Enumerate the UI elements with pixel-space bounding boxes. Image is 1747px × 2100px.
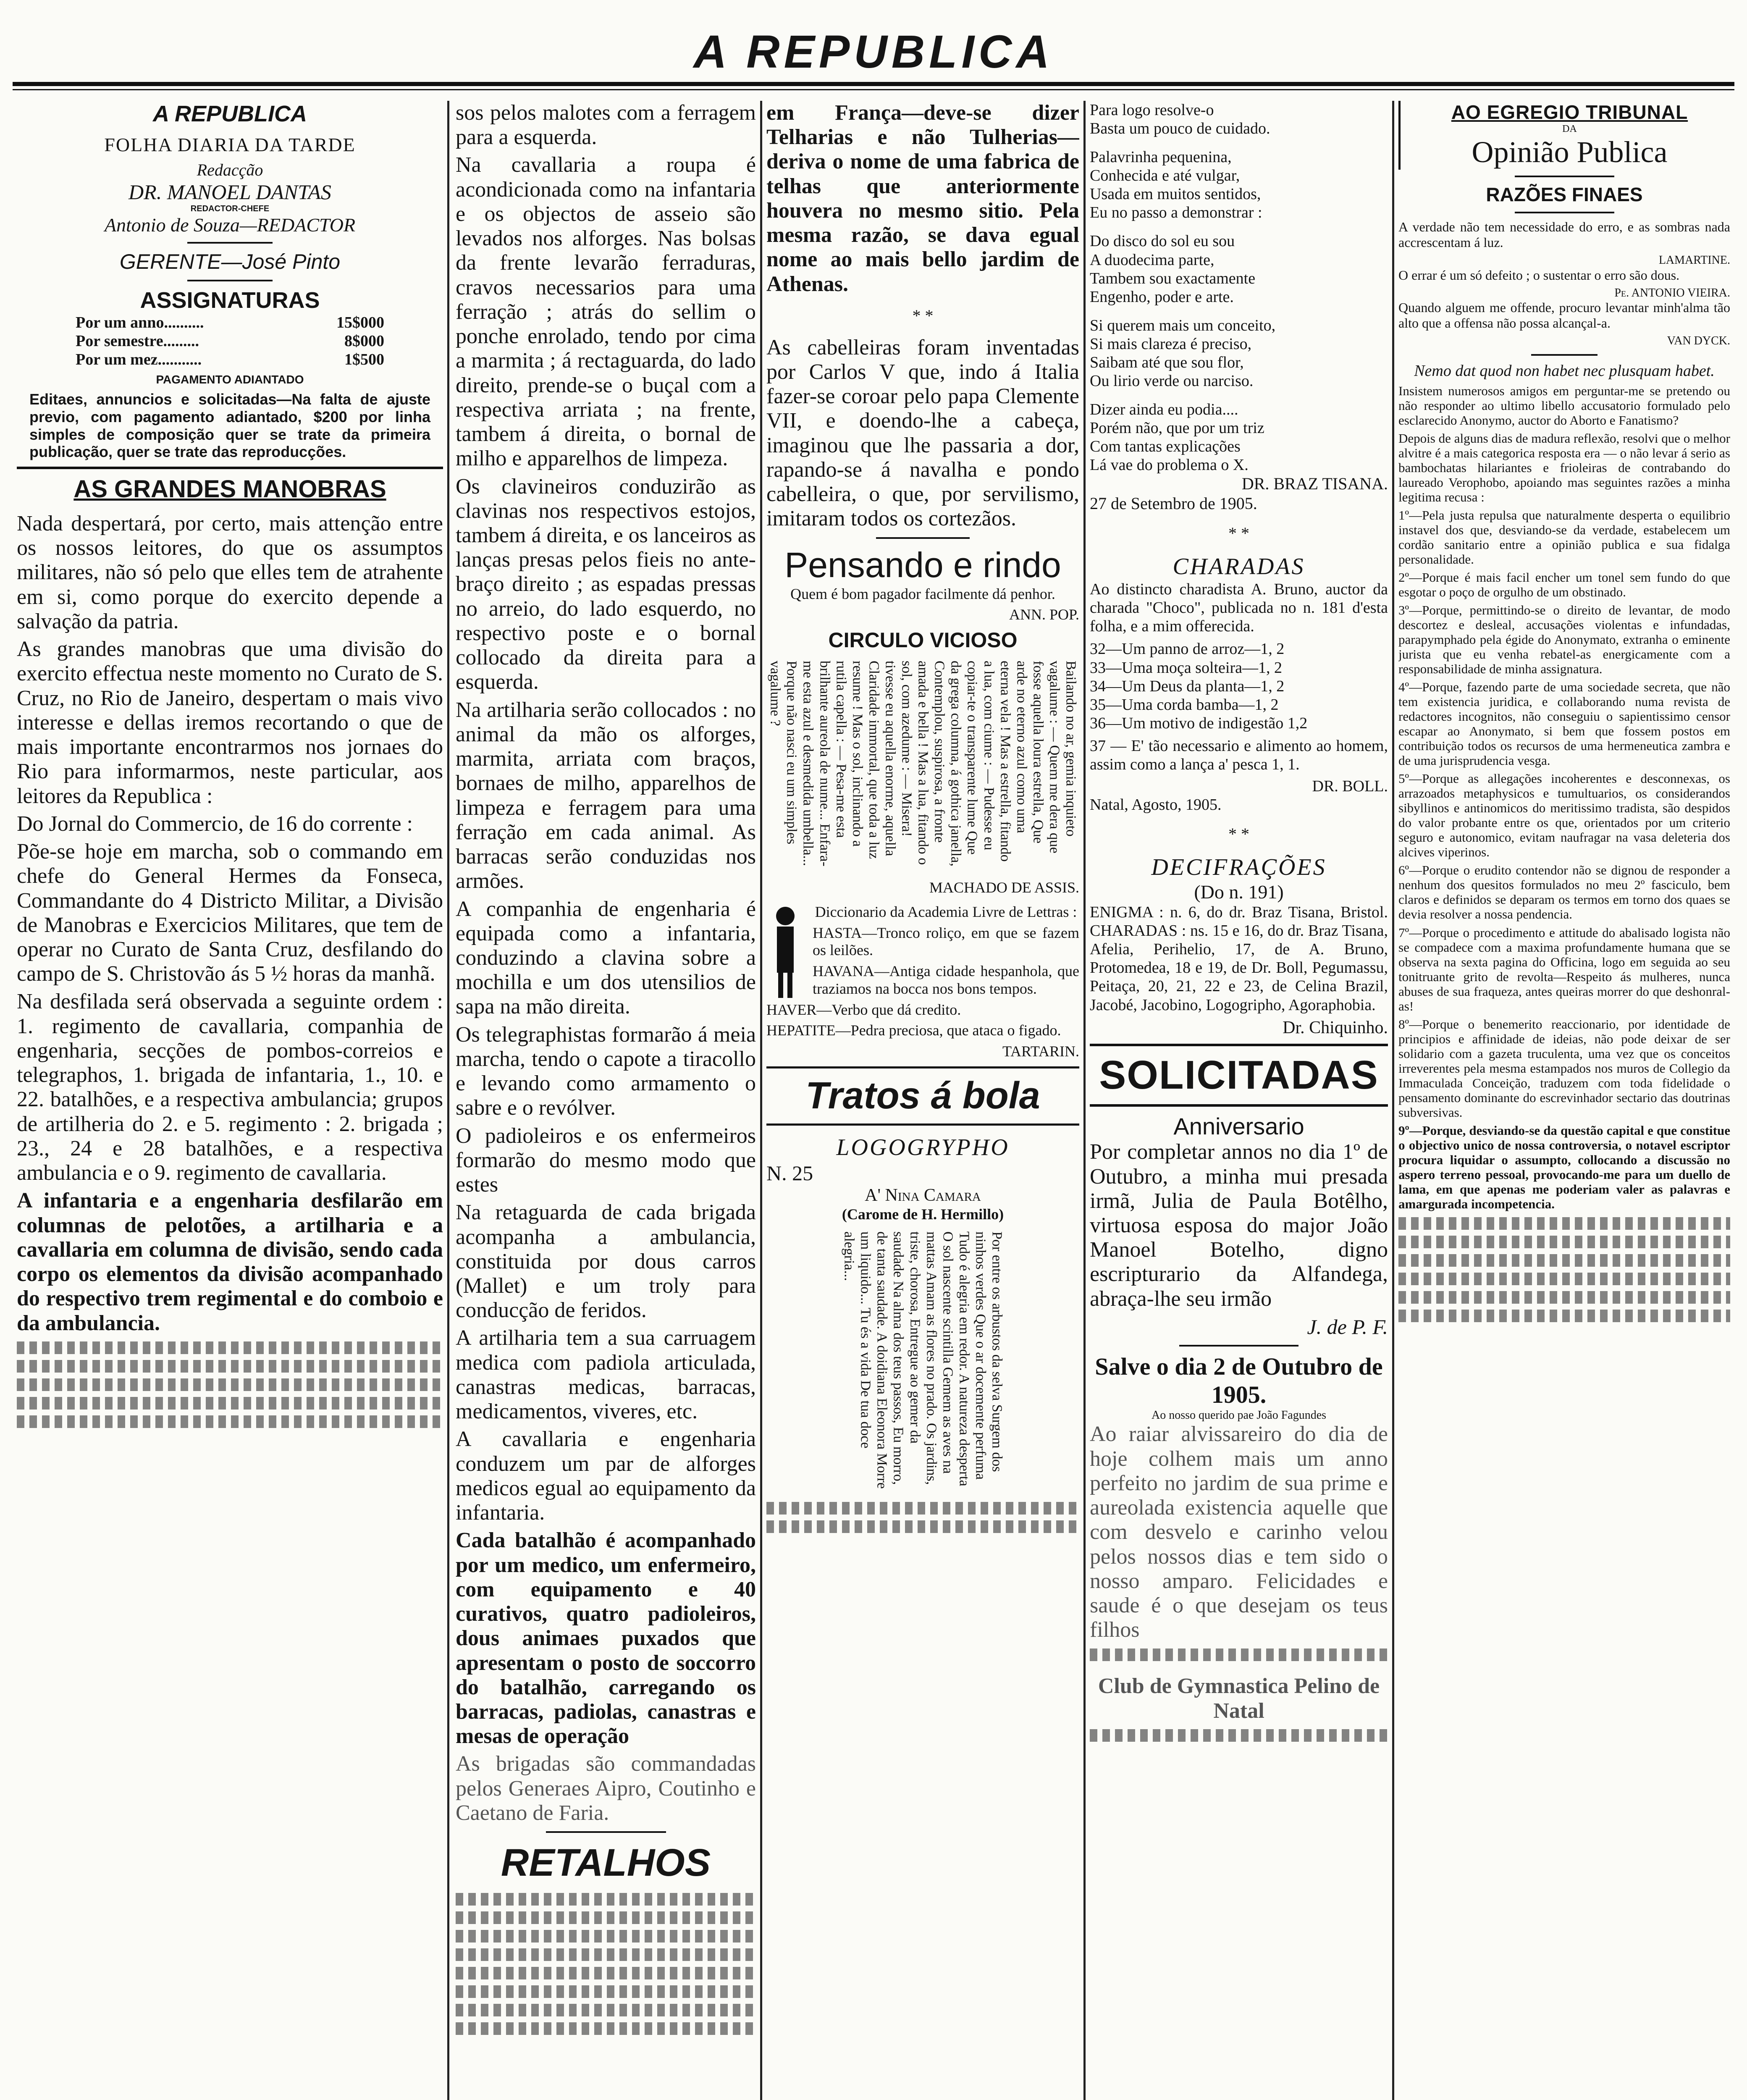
salve-dedication: Ao nosso querido pae João Fagundes — [1151, 1408, 1327, 1422]
illegible-text — [1398, 1291, 1730, 1304]
poem-line: Tambem sou exactamente — [1090, 269, 1256, 287]
article-paragraph: A artilharia tem a sua carruagem medica com padiola articulada, canastras medicas, barracas, medicamentos, viveres, etc. — [456, 1326, 756, 1424]
masthead-rule-thin — [13, 89, 1734, 90]
charada-item: 32—Um panno de arroz—1, 2 — [1090, 640, 1285, 658]
article-paragraph: Cada batalhão é acompanhado por um medico, um enfermeiro, com equipamento e 40 curativos, quatro padioleiros, dous animaes puxados que apresentam o posto de soccorro do batalhão, carregando os barracas, padiolas, canastras e mesas de operação — [456, 1528, 756, 1748]
illegible-text — [17, 1378, 443, 1391]
razoes-article — [1398, 383, 1730, 1211]
pensando-heading: Pensando e rindo — [784, 545, 1061, 585]
redactor-name: Antonio de Souza—REDACTOR — [104, 214, 356, 236]
logogrypho-dedication: A' Nina Camara — [865, 1185, 981, 1205]
illegible-text — [1398, 1236, 1730, 1248]
divider — [876, 537, 970, 539]
circulo-poem-text: Bailando no ar, gemia inquieto vagalume : — Quem me dera que fosse aquella loura estrella, Que arde no eterno azul como uma eterna vela ! Mas a estrella, fitando a lua, com ciume : — Pudesse eu copiar-te o transparente lume Que da grega columna, á gothica janella, Contemplou, suspirosa, a fronte amada e bella ! Mas a lua, fitando o sol, com azedume : — Misera! tivesse eu aquella enorme, aquella Claridade immortal, que toda a luz resume ! Mas o sol, inclinando a rutila capella : — Pesa-me esta brilhante aureola de nume... Enfara-me esta azul e desmedida umbella... Porque não nasci eu um simples vagalume ? — [767, 661, 1078, 866]
tribunal-da: DA — [1562, 123, 1577, 134]
redactor-chefe-label: REDACTOR-CHEFE — [190, 204, 270, 213]
dicionario-entry: HAVER—Verbo que dá credito. — [766, 1001, 961, 1018]
razoes-heading: RAZÕES FINAES — [1486, 184, 1643, 205]
stars-separator: * * — [1228, 524, 1249, 543]
anniversario-author: J. de P. F. — [1307, 1315, 1388, 1339]
article-paragraph: 7º—Porque o procedimento e attitude do abalisado logista não se compadece com a maxima profundamente humana que se observa na sexta pagina do Officina, logo em seguida ao seu tonitruante grito de revolta—Respeito ás mulheres, nunca abuses de sua fraqueza, antes queiras morrer do que deshonral-as! — [1398, 925, 1730, 1013]
article-paragraph: Põe-se hoje em marcha, sob o commando em chefe do General Hermes da Fonseca, Commandante do 4 Districto Militar, a Divisão de Manobras e Exercicios Militares, que tem de operar no Curato de Santa Cruz, desfilando do campo de S. Christovão ás 5 ½ horas da manhã. — [17, 840, 443, 986]
column-divider — [1083, 101, 1086, 2100]
column-2 — [456, 101, 756, 2041]
article-paragraph: Na retaguarda de cada brigada acompanha a ambulancia, constituida por dous carros (Mallet) e um troly para conducção de feridos. — [456, 1200, 756, 1323]
logogrypho-number: N. 25 — [766, 1161, 813, 1185]
illegible-text — [456, 1893, 756, 1906]
charada-item: 34—Um Deus da planta—1, 2 — [1090, 677, 1285, 695]
article-paragraph: As grandes manobras que uma divisão do exercito effectua neste momento no Curato de S. Cruz, no Rio de Janeiro, despertam o mais vivo interesse e dellas iremos recortando o que de mais importante encontrarmos nos jornaes do Rio para informarmos, neste particular, aos leitores da Republica : — [17, 637, 443, 808]
illegible-text — [1398, 1217, 1730, 1230]
article-paragraph: As cabelleiras foram inventadas por Carlos V que, indo á Italia fazer-se coroar pelo papa Clemente VII, e doendo-lhe a cabeça, imaginou que lhe passaria a dor, rapando-se á navalha e pondo cabelleira, o que, por servilismo, imitaram todos os cortezãos. — [766, 335, 1079, 531]
manobras-article — [17, 512, 443, 1336]
illegible-text — [456, 2022, 756, 2035]
poem-line: Porém não, que por um triz — [1090, 419, 1264, 437]
salve-text: Ao raiar alvissareiro do dia de hoje colhem mais um anno perfeito no jardim de sua prime e aureolada existencia aquelle que com desvelo e carinho velou pelos nossos dias e tem sido o nosso amparo. Felicidades e saude é o que desejam os teus filhos — [1090, 1422, 1388, 1642]
assignaturas-heading: ASSIGNATURAS — [140, 288, 320, 313]
charada-item: 33—Uma moça solteira—1, 2 — [1090, 659, 1283, 677]
article-paragraph: em França—deve-se dizer Telharias e não Tulherias—deriva o nome de uma fabrica de telhas que anteriormente houvera no mesmo sitio. Pela mesma razão, se dava egual nome ao mais bello jardim de Athenas. — [766, 101, 1079, 296]
divider — [1515, 176, 1614, 177]
poem-block — [1090, 101, 1388, 474]
poem-line: Engenho, poder e arte. — [1090, 288, 1234, 306]
divider — [766, 1124, 1079, 1126]
charada-item: 36—Um motivo de indigestão 1,2 — [1090, 714, 1308, 732]
divider — [17, 467, 443, 469]
tribunal-heading: AO EGREGIO TRIBUNAL — [1451, 101, 1688, 123]
divider — [546, 1831, 666, 1833]
poem-line: Conhecida e até vulgar, — [1090, 167, 1240, 185]
poem-line: Usada em muitos sentidos, — [1090, 185, 1261, 203]
decifracoes-text: ENIGMA : n. 6, do dr. Braz Tisana, Bristol. CHARADAS : ns. 15 e 16, do dr. Braz Tisana, Afelia, Perihelio, 17, de A. Bruno, Protomedea, 18 e 19, de Dr. Boll, Pegumassu, Peitaça, 20, 21, 22 e 23, de Celina Brazil, Jacobé, Jacobino, Logogripho, Agoraphobia. — [1090, 903, 1388, 1014]
solicitadas-heading: SOLICITADAS — [1099, 1053, 1379, 1098]
opiniao-frame — [1398, 101, 1730, 170]
dicionario-block — [766, 903, 1079, 1001]
redaccao-label: Redacção — [197, 160, 263, 179]
circulo-author: MACHADO DE ASSIS. — [929, 879, 1079, 896]
dicionario-entry: HEPATITE—Pedra preciosa, que ataca o figado. — [766, 1022, 1061, 1039]
column-divider — [760, 101, 762, 2100]
anniversario-text: Por completar annos no dia 1º de Outubro, a minha mui presada irmã, Julia de Paula Botêlho, virtuosa esposa do major João Manoel Botelho, digno escripturario da Alfandega, abraça-lhe seu irmão — [1090, 1140, 1388, 1311]
pensando-quote: Quem é bom pagador facilmente dá penhor. — [790, 585, 1055, 602]
article-paragraph: As brigadas são commandadas pelos Generaes Aipro, Coutinho e Caetano de Faria. — [456, 1752, 756, 1825]
dicionario-entry: HASTA—Tronco roliço, em que se fazem os leilões. — [813, 924, 1079, 959]
poem-line: Basta um pouco de cuidado. — [1090, 120, 1270, 138]
stars-separator: * * — [1228, 824, 1249, 844]
latin-quote: Nemo dat quod non habet nec plusquam habet. — [1414, 362, 1715, 380]
pagamento-label: PAGAMENTO ADIANTADO — [156, 373, 304, 386]
decifracoes-number: (Do n. 191) — [1194, 881, 1284, 903]
dicionario-author: TARTARIN. — [1002, 1043, 1079, 1060]
price-row: Por um anno.......... 15$000 — [76, 314, 384, 331]
column-divider — [1392, 101, 1394, 2100]
figure-icon — [766, 903, 804, 1000]
poem-author: DR. BRAZ TISANA. — [1241, 474, 1388, 494]
poem-line: Palavrinha pequenina, — [1090, 148, 1232, 166]
circulo-poem — [766, 656, 1079, 875]
quote-author: Pe. ANTONIO VIEIRA. — [1614, 286, 1730, 299]
poem-line: Si mais clareza é preciso, — [1090, 335, 1252, 353]
divider — [1179, 1345, 1298, 1347]
article-paragraph: O padioleiros e os enfermeiros formarão do mesmo modo que estes — [456, 1124, 756, 1197]
opiniao-heading: Opinião Publica — [1472, 135, 1668, 169]
pensando-author: ANN. POP. — [1009, 606, 1079, 623]
article-paragraph: Na desfilada será observada a seguinte ordem : 1. regimento de cavallaria, companhia de engenharia, secções de pombos-correios e telegraphos, 1. brigada de infantaria, 1., 10. e 22. batalhões, e a respectiva ambulancia; grupos de artilheria do 2. e 5. regimento : 2. brigada ; 23., 24 e 28 batalhões, e a respectiva ambulancia e o 9. regimento de cavallaria. — [17, 990, 443, 1185]
illegible-text — [766, 1502, 1079, 1515]
column-3 — [766, 101, 1079, 1539]
logogrypho-poem-text: Por entre os arbustos da selva Surgem dos ninhos verdes Que o ar docemente perfuma Tudo é alegria em redor. A natureza desperta O sol nascente scintilla Gemem as aves na mattas Amam as flores no prado. Os jardins, triste, chorosa, Entregue ao gemer da saudade Na alma dos teus passos, Eu morro, de tanta saudade. A doidiana Eleonora Morre um liquido... Tu és a vida De tua doce alegria... — [841, 1231, 1005, 1489]
article-paragraph: 9º—Porque, desviando-se da questão capital e que constitue o objectivo unico de nossa controversia, o notavel escriptor procura liquidar o assumpto, collocando a discussão no aspero terreno pessoal, provocando-me para um duello de lama, em que apenas me poderiam valer as palavras e amargurada incompetencia. — [1398, 1123, 1730, 1211]
article-paragraph: 3º—Porque, permittindo-se o direito de levantar, de modo descortez e desleal, accusações violentas e infundadas, parapymphado pela égide do Anonymato, extranha o eminente jurista que eu venha rebatel-as energicamente com a responsabilidade de minha assignatura. — [1398, 603, 1730, 677]
newspaper-title: A REPUBLICA — [693, 26, 1054, 78]
charada-date: Natal, Agosto, 1905. — [1090, 796, 1222, 814]
quote-author: VAN DYCK. — [1667, 334, 1730, 348]
poem-date: 27 de Setembro de 1905. — [1090, 494, 1257, 513]
article-paragraph: A cavallaria e engenharia conduzem um par de alforges medicos egual ao equipamento da infantaria. — [456, 1427, 756, 1525]
illegible-text — [456, 1911, 756, 1924]
poem-line: Eu no passo a demonstrar : — [1090, 204, 1262, 222]
poem-line: Com tantas explicações — [1090, 438, 1241, 456]
column-1 — [17, 101, 443, 1434]
charadas-list — [1090, 640, 1388, 732]
illegible-text — [456, 2004, 756, 2016]
manobras-heading: AS GRANDES MANOBRAS — [73, 475, 386, 503]
charadas-intro: Ao distincto charadista A. Bruno, auctor da charada "Choco", publicada no n. 181 d'esta folha, e a mim offerecida. — [1090, 580, 1388, 635]
decifracoes-author: Dr. Chiquinho. — [1283, 1018, 1388, 1037]
charada-item: 35—Uma corda bamba—1, 2 — [1090, 696, 1279, 714]
poem-line: Dizer ainda eu podia.... — [1090, 401, 1238, 419]
quote: O errar é um só defeito ; o sustentar o erro são dous. — [1398, 267, 1680, 283]
circulo-heading: CIRCULO VICIOSO — [828, 628, 1018, 652]
article-paragraph: Do Jornal do Commercio, de 16 do corrente : — [17, 811, 413, 836]
poem-line: Ou lirio verde ou narciso. — [1090, 372, 1254, 390]
illegible-text — [1398, 1254, 1730, 1267]
article-paragraph: sos pelos malotes com a ferragem para a esquerda. — [456, 101, 756, 150]
logogrypho-heading: LOGOGRYPHO — [836, 1134, 1010, 1160]
article-paragraph: 6º—Porque o erudito contendor não se dignou de responder a nenhum dos quesitos formulados no meu 2º fasciculo, bem claros e definidos se deparam os termos em torno dos quaes se devia resolver a nossa pendencia. — [1398, 863, 1730, 922]
masthead — [0, 0, 1747, 97]
article-paragraph: Nada despertará, por certo, mais attenção entre os nossos leitores, do que os assumptos militares, não só pelo que elles tem de atrahente em si, como porque do exercito depende a salvação da patria. — [17, 512, 443, 633]
price-row: Por um mez........... 1$500 — [76, 351, 384, 368]
illegible-text — [17, 1360, 443, 1373]
divider — [187, 280, 273, 281]
illegible-text — [456, 1985, 756, 1998]
price-list — [17, 313, 443, 369]
article-paragraph: 5º—Porque as allegações incoherentes e desconnexas, os arrazoados metaphysicos e tumultuarios, os considerandos sibyllinos e antinomicos do meritissimo tradista, são despidos do valor probante entre os que, orientados por um criterio seguro e autonomico, evitam naufragar na vasa deleteria dos alcives viperinos. — [1398, 771, 1730, 860]
quote: A verdade não tem necessidade do erro, e as sombras nada accrescentam á luz. — [1398, 219, 1730, 250]
article-paragraph: 8º—Porque o benemerito reaccionario, por identidade de principios e affinidade de ideias, não pode deixar de ser solidario com a gazeta truculenta, uma vez que os conceitos irreverentes pela mesma estampados nos muros de Collegio da Immaculada Conceição, traduzem com toda fidelidade o pensamento dominante do escrevinhador sectario das doutrinas subversivas. — [1398, 1016, 1730, 1120]
article-paragraph: A infantaria e a engenharia desfilarão em columnas de pelotões, a artilharia e a cavallaria em columna de divisão, sendo cada corpo os elementos da divisão acompanhado do respectivo trem regimental e do comboio e da ambulancia. — [17, 1189, 443, 1335]
illegible-text — [456, 1930, 756, 1942]
price-row: Por semestre......... 8$000 — [76, 332, 384, 350]
article-paragraph: Depois de alguns dias de madura reflexão, resolvi que o melhor alvitre é a mais categorica resposta era — o não levar á serio as bambochatas hilariantes e frioleiras de contrabando do laureado Verophobo, apoiando mas seguintes razões a minha legitima recusa : — [1398, 431, 1730, 505]
divider — [766, 1066, 1079, 1068]
article-paragraph: 4º—Porque, fazendo parte de uma sociedade secreta, que não tem existencia juridica, e collaborando numa revista de redactores incognitos, não conseguiu o sapientissimo censor escapar ao Anonymato, si bem que fossem postos em contribuição todos os recursos de uma hermeneutica zambra e de uma jurisprudencia vesga. — [1398, 680, 1730, 768]
charada-37: 37 — E' tão necessario e alimento ao homem, assim como a lança a' pesca 1, 1. — [1090, 737, 1388, 773]
divider — [1090, 1044, 1388, 1046]
masthead-rule — [13, 82, 1734, 86]
column-4 — [1090, 101, 1388, 1748]
divider — [187, 242, 273, 244]
paper-name: A REPUBLICA — [152, 101, 307, 126]
poem-line: Si querem mais um conceito, — [1090, 316, 1276, 334]
charadas-heading: CHARADAS — [1173, 554, 1305, 580]
divider — [1090, 1104, 1388, 1107]
decifracoes-heading: DECIFRAÇÕES — [1151, 854, 1327, 881]
illegible-text — [456, 1967, 756, 1979]
logogrypho-subdedication: (Carome de H. Hermillo) — [842, 1205, 1004, 1223]
illegible-text — [17, 1341, 443, 1354]
stars-separator: * * — [912, 306, 934, 325]
article-paragraph: Os telegraphistas formarão á meia marcha, tendo o capote a tiracollo e levando como armamento o sabre e o revólver. — [456, 1022, 756, 1120]
anniversario-heading: Anniversario — [1173, 1113, 1304, 1140]
article-paragraph: 1º—Pela justa repulsa que naturalmente desperta o equilibrio instavel dos que, desviando-se da verdade, estabelecem um cordão sanitario entre a opinião publica e sua fidalga personalidade. — [1398, 508, 1730, 567]
tratos-heading: Tratos á bola — [805, 1074, 1040, 1117]
article-paragraph: Insistem numerosos amigos em perguntar-me se pretendo ou não responder ao ultimo libello accusatorio formulado pelo esclarecido Anonymo, auctor do Aborto e Fanatismo? — [1398, 383, 1730, 428]
article-paragraph: A companhia de engenharia é equipada como a infantaria, conduzindo a clavina sobre a mochilla e um dos utensilios de sapa na mão direita. — [456, 897, 756, 1019]
divider — [1531, 354, 1597, 356]
article-paragraph: Na artilharia serão collocados : no animal da mão os alforges, marmita, arriata com braços, bornaes de milho, apparelhos de limpeza e ferragem para uma ferração em cada animal. As barracas serão conduzidas nos armões. — [456, 698, 756, 893]
gerente-name: GERENTE—José Pinto — [119, 250, 341, 273]
illegible-text — [766, 1520, 1079, 1533]
illegible-text — [1090, 1729, 1388, 1742]
illegible-text — [1090, 1648, 1388, 1661]
divider — [1515, 212, 1614, 213]
poem-line: A duodecima parte, — [1090, 251, 1215, 269]
article-paragraph: Na cavallaria a roupa é acondicionada como na infantaria e os objectos de asseio são levados nos alforges. Nas bolsas da frente levarão ferraduras, cravos necessarios para uma ferração ; atrás do sellim o ponche enrolado, tendo por cima a marmita ; á rectaguarda, do lado direito, prende-se o buçal com a respectiva arriata ; na frente, tambem á direita, o bornal de milho e apparelhos de limpeza. — [456, 153, 756, 471]
poem-line: Do disco do sol eu sou — [1090, 232, 1235, 250]
retalhos-heading: RETALHOS — [501, 1841, 711, 1885]
article-paragraph: 2º—Porque é mais facil encher um tonel sem fundo do que esgotar o poço de orgulho de um obstinado. — [1398, 570, 1730, 600]
dicionario-title: Diccionario da Academia Livre de Lettras : — [815, 903, 1077, 920]
poem-line: Saibam até que sou flor, — [1090, 353, 1244, 371]
illegible-text — [1398, 1310, 1730, 1322]
charada-author: DR. BOLL. — [1312, 777, 1388, 795]
illegible-text — [456, 1948, 756, 1961]
column-divider — [447, 101, 449, 2100]
article-paragraph: Os clavineiros conduzirão as clavinas nos respectivos estojos, tambem á direita, e os lanceiros as lanças presas pelos fieis no ante-braço direito ; as espadas pressas no arreio, do lado esquerdo, no respectivo poste e o bornal collocado da direita para a esquerda. — [456, 474, 756, 694]
dicionario-entry: HAVANA—Antiga cidade hespanhola, que traziamos na bocca nos bons tempos. — [813, 963, 1079, 997]
illegible-text — [17, 1415, 443, 1428]
illegible-text — [1398, 1273, 1730, 1285]
quote: Quando alguem me offende, procuro levantar minh'alma tão alto que a offensa não possa alcançal-a. — [1398, 300, 1730, 331]
poem-line: Lá vae do problema o X. — [1090, 456, 1249, 474]
logogrypho-poem — [766, 1227, 1079, 1496]
poem-line: Para logo resolve-o — [1090, 101, 1214, 119]
director-name: DR. MANOEL DANTAS — [129, 180, 331, 204]
salve-heading: Salve o dia 2 de Outubro de 1905. — [1095, 1352, 1383, 1408]
club-heading: Club de Gymnastica Pelino de Natal — [1098, 1674, 1380, 1723]
paper-subtitle: FOLHA DIARIA DA TARDE — [104, 134, 356, 155]
column-5 — [1398, 101, 1730, 1328]
quote-author: LAMARTINE. — [1658, 254, 1730, 267]
editaes-notice: Editaes, annuncios e solicitadas—Na falta de ajuste previo, com pagamento adiantado, $200 por linha simples de composição quer se trate da primeira publicação, quer se trate das reproducções. — [29, 391, 430, 461]
illegible-text — [17, 1397, 443, 1410]
